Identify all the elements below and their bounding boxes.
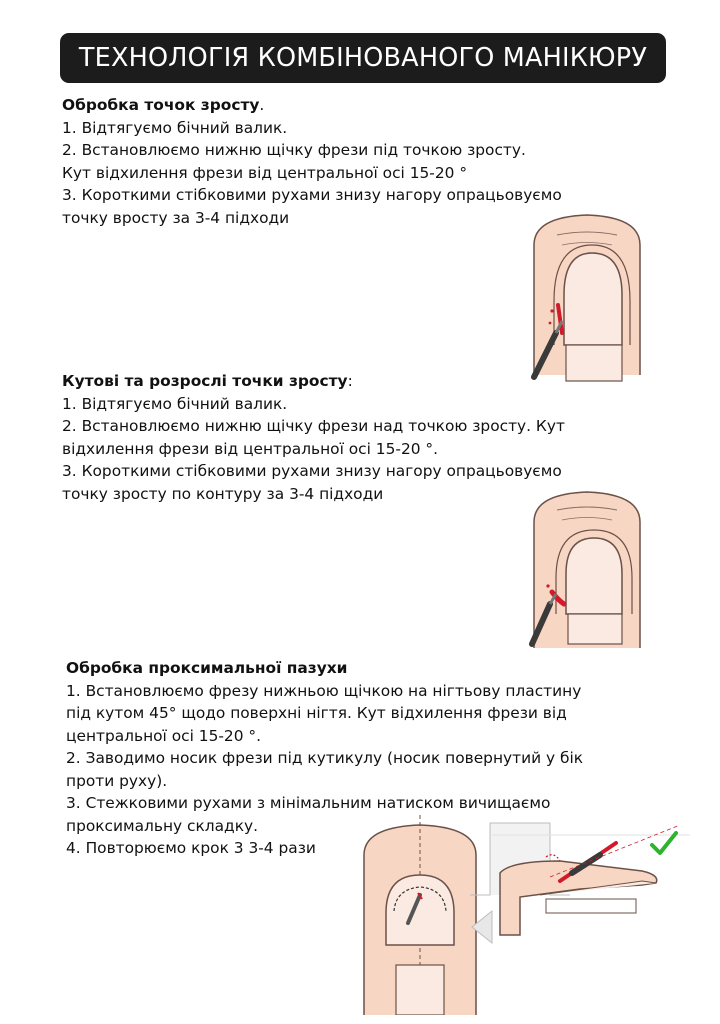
section-line: відхилення фрези від центральної осі 15-20 °.: [62, 439, 439, 458]
section-line: проти руху).: [66, 771, 168, 790]
section-line: 1. Відтягуємо бічний валик.: [62, 394, 288, 413]
section-heading: Кутові та розрослі точки зросту:: [62, 372, 353, 390]
section-line: 3. Короткими стібковими рухами знизу нагору опрацьовуємо: [62, 186, 562, 204]
title-banner: [60, 33, 666, 83]
section-corner-growth-points: [62, 370, 565, 505]
section-line: точку зросту по контуру за 3-4 підходи: [62, 484, 384, 503]
nail-growth-point-illustration: [522, 205, 652, 385]
section-line: проксимальну складку.: [66, 816, 258, 835]
section-line: 2. Встановлюємо нижню щічку фрези над точкою зросту. Кут: [62, 417, 565, 435]
section-line: 4. Повторюємо крок 3 3-4 рази: [66, 839, 316, 857]
section-growth-points: [62, 94, 562, 229]
section-line: центральної осі 15-20 °.: [66, 726, 261, 745]
proximal-fold-illustration: [360, 815, 690, 1015]
nail-corner-illustration: [522, 488, 652, 648]
checkmark-icon: [652, 833, 676, 853]
section-line: 1. Відтягуємо бічний валик.: [62, 118, 288, 137]
section-line: Кут відхилення фрези від центральної осі 15-20 °: [62, 163, 468, 182]
page-title: ТЕХНОЛОГІЯ КОМБІНОВАНОГО МАНІКЮРУ: [78, 43, 648, 73]
section-line: точку вросту за 3-4 підходи: [62, 208, 290, 227]
section-line: 1. Встановлюємо фрезу нижньою щічкою на нігтьову пластину: [66, 681, 582, 700]
section-heading: Обробка проксимальної пазухи: [66, 659, 348, 677]
section-line: 3. Короткими стібковими рухами знизу нагору опрацьовуємо: [62, 462, 562, 480]
section-line: 3. Стежковими рухами з мінімальним натиском вичищаємо: [66, 794, 551, 812]
section-line: 2. Заводимо носик фрези під кутикулу (носик повернутий у бік: [66, 749, 584, 767]
section-heading: Обробка точок зросту.: [62, 96, 265, 114]
section-line: під кутом 45° щодо поверхні нігтя. Кут відхилення фрези від: [66, 704, 567, 722]
section-line: 2. Встановлюємо нижню щічку фрези під точкою зросту.: [62, 141, 526, 159]
